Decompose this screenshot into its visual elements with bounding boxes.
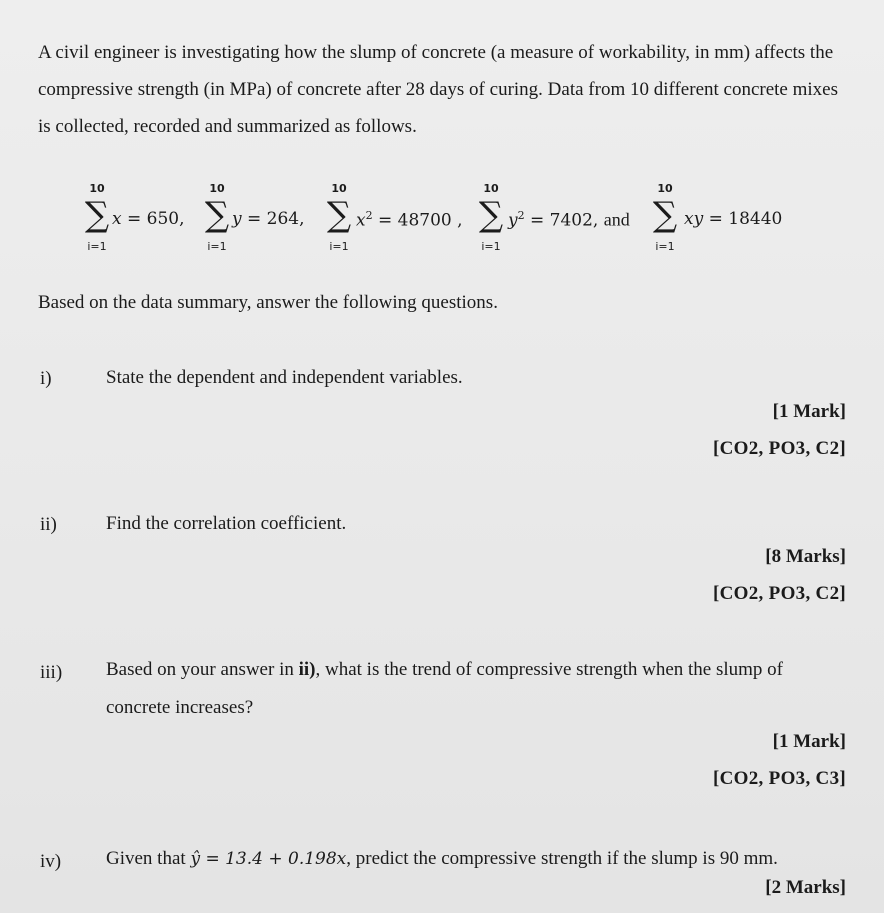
question-text: State the dependent and independent variables.	[106, 367, 463, 388]
question-outcome-codes: [CO2, PO3, C3]	[713, 768, 846, 789]
sum-upper-limit: 10	[331, 182, 347, 195]
question-marks: [8 Marks]	[765, 546, 846, 567]
question-outcome-codes: [CO2, PO3, C2]	[713, 438, 846, 459]
sum-upper-limit: 10	[483, 182, 499, 195]
sum-lower-limit: i=1	[87, 240, 107, 253]
question-outcome-codes: [CO2, PO3, C2]	[713, 583, 846, 604]
and-word: and	[603, 209, 630, 230]
question-text-part: Given that	[106, 848, 191, 869]
sum-lower-limit: i=1	[481, 240, 501, 253]
sum-expression: x	[112, 209, 122, 229]
data-summary-formula: 10 ∑ i=1 x = 650, 10 ∑ i=1 y = 264, 10 ∑ i=1 $x^2 = 48700$ , 10 ∑ i=1 $y^2 = 7402$, and 10 ∑ i=1 xy = 18440	[82, 182, 822, 262]
sum-expression: x	[356, 210, 366, 231]
sigma-symbol: ∑	[204, 195, 230, 235]
sum-value: 7402,	[549, 210, 599, 231]
question-text	[106, 840, 851, 878]
sum-lower-limit: i=1	[207, 240, 227, 253]
question-number: i)	[40, 368, 52, 389]
instructions-text: Based on the data summary, answer the following questions.	[38, 292, 498, 313]
question-number: iii)	[40, 662, 63, 683]
sum-expression: y	[232, 209, 242, 229]
sum-lower-limit: i=1	[655, 240, 675, 253]
sigma-symbol: ∑	[478, 195, 504, 235]
sigma-symbol: ∑	[652, 195, 678, 235]
question-reference: ii)	[298, 659, 316, 680]
question-text-part: , what is the trend of compressive strength when the slump of concrete increases?	[106, 659, 784, 718]
sum-value: 650,	[146, 209, 185, 229]
sum-expression: xy	[684, 209, 704, 229]
question-number: ii)	[40, 514, 57, 535]
question-number: iv)	[40, 851, 62, 872]
sum-value: 264,	[266, 209, 305, 229]
intro-paragraph: A civil engineer is investigating how the slump of concrete (a measure of workability, in mm) affects the compressive strength (in MPa) of concrete after 28 days of curing. Data from 10 different concrete mixes is collected, recorded and summarized as follows.	[38, 42, 839, 137]
question-marks: [1 Mark]	[772, 731, 846, 752]
question-marks: [2 Marks]	[765, 877, 846, 898]
sum-power: 2	[365, 209, 373, 222]
question-text-part: Based on your answer in	[106, 659, 299, 680]
sum-value: 18440	[728, 209, 783, 229]
question-text: Find the correlation coefficient.	[106, 513, 347, 534]
sum-lower-limit: i=1	[329, 240, 349, 253]
sum-upper-limit: 10	[209, 182, 225, 195]
regression-equation: ŷ = 13.4 + 0.198x	[190, 849, 347, 869]
question-text-part: , predict the compressive strength if the slump is 90 mm.	[346, 848, 778, 869]
sigma-symbol: ∑	[84, 195, 110, 235]
sum-value: 48700 ,	[397, 210, 463, 231]
question-text	[106, 651, 851, 727]
sum-expression: y	[508, 210, 518, 231]
sum-upper-limit: 10	[89, 182, 105, 195]
sum-power: 2	[517, 209, 525, 222]
sigma-symbol: ∑	[326, 195, 352, 235]
sum-upper-limit: 10	[657, 182, 673, 195]
question-marks: [1 Mark]	[772, 401, 846, 422]
